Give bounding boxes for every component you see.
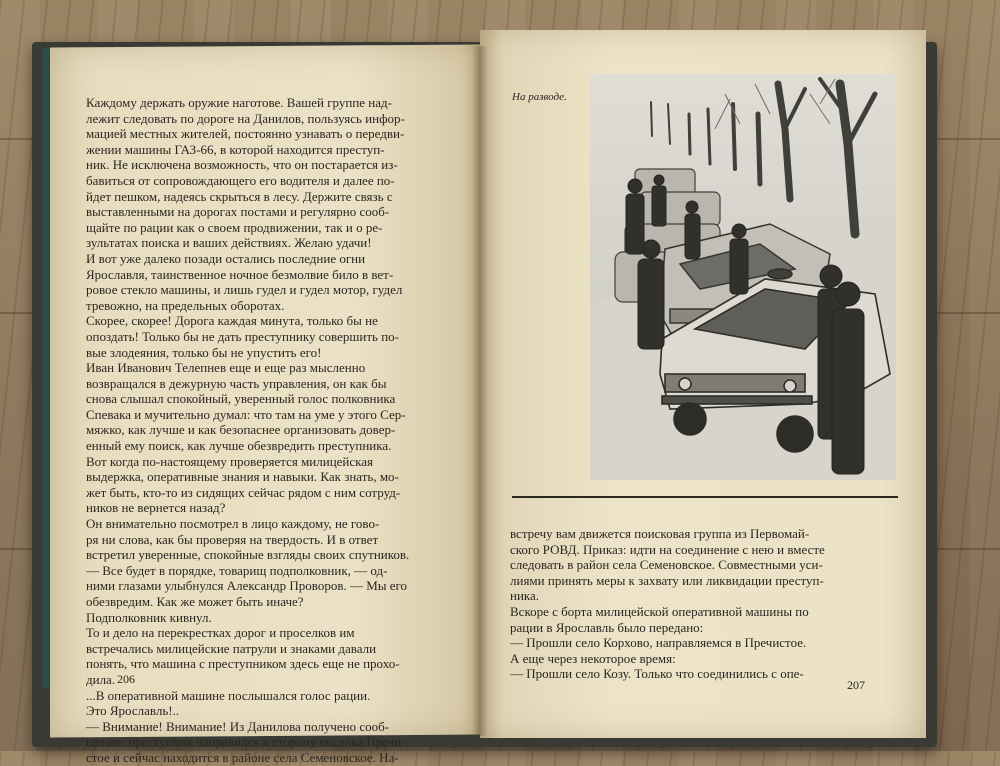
photo-caption: На разводе. [512, 91, 567, 103]
photo-bottom-rule [512, 496, 898, 498]
text-line: щение: преступник направился в сторону поселка Пречи- [86, 734, 406, 750]
text-line: Подполковник кивнул. [86, 609, 212, 625]
text-line: выставленными на дорогах постами и регулярно сооб- [86, 204, 390, 220]
text-line: обезвредим. Как же может быть иначе? [86, 594, 304, 609]
text-line: жении машины ГАЗ-66, в которой находится преступ- [86, 141, 385, 157]
text-line: мяжко, как лучше и как безопаснее организовать довер- [86, 422, 396, 438]
left-page-body-text [86, 95, 458, 766]
book-gutter [472, 46, 488, 736]
text-line: вые злодеяния, только бы не упустить его! [86, 344, 322, 360]
text-line: зультатах поиска и ваших действиях. Желаю удачи! [86, 235, 372, 251]
text-line: Ярославля, таинственное ночное безмолвие било в вет- [86, 266, 394, 282]
text-line: ...В оперативной машине послышался голос рации. [86, 687, 371, 703]
text-line: — Прошли село Козу. Только что соединились с опе- [510, 666, 804, 682]
right-page-body-text [510, 526, 870, 682]
text-line: Вскоре с борта милицейской оперативной машины по [510, 603, 809, 619]
text-line: енный ему поиск, как лучше обезвредить преступника. [86, 438, 392, 454]
text-line: И вот уже далеко позади остались последние огни [86, 250, 366, 266]
text-line: бавиться от сопровождающего его водителя и далее по- [86, 172, 395, 188]
text-line: рации в Ярославль было передано: [510, 619, 704, 635]
text-line: йдет пешком, надеясь скрыться в лесу. Держите связь с [86, 188, 393, 204]
text-line: ника. [510, 588, 540, 604]
text-line: ровое стекло машины, и лишь гудел и гудел мотор, гудел [86, 282, 403, 298]
right-page-number: 207 [847, 678, 865, 692]
photo-police-cars-at-briefing [590, 74, 896, 480]
text-line: щайте по рации как о своем продвижении, так и о ре- [86, 219, 383, 235]
text-line: опоздать! Только бы не дать преступнику совершить по- [86, 328, 399, 344]
text-line: лежит следовать по дороге на Данилов, пользуясь инфор- [86, 110, 405, 126]
text-line: лиями принять меры к захвату или ликвидации преступ- [510, 572, 824, 588]
photo-illustration [590, 74, 896, 480]
text-line: Он внимательно посмотрел в лицо каждому, не гово- [86, 516, 380, 532]
text-line: стое и сейчас находится в районе села Семеновское. На- [86, 749, 399, 765]
text-line: жет быть, кто-то из сидящих сейчас рядом с ним сотруд- [86, 484, 401, 500]
text-line: Вот когда по-настоящему проверяется милицейская [86, 453, 374, 469]
text-line: То и дело на перекрестках дорог и проселков им [86, 625, 355, 641]
text-line: дила. [86, 671, 116, 687]
text-line: А еще через некоторое время: [510, 650, 676, 666]
text-line: выдержка, оперативные знания и навыки. Как знать, мо- [86, 469, 399, 485]
text-line: ников не вернется назад? [86, 500, 226, 516]
text-line: ними глазами улыбнулся Александр Проворов. — Мы его [86, 578, 408, 594]
text-line: ского РОВД. Приказ: идти на соединение с нею и вместе [510, 541, 825, 557]
text-line: — Прошли село Корхово, направляемся в Пречистое. [510, 635, 807, 651]
text-line: Спевака и мучительно думал: что там на уме у этого Сер- [86, 406, 406, 422]
text-line: — Внимание! Внимание! Из Данилова получено сооб- [86, 718, 390, 734]
text-line: снова слышал спокойный, уверенный голос полковника [86, 391, 396, 407]
text-line: Скорее, скорее! Дорога каждая минута, только бы не [86, 313, 378, 329]
text-line: следовать в район села Семеновское. Совместными уси- [510, 557, 823, 573]
text-line: понять, что машина с преступником здесь еще не прохо- [86, 656, 400, 672]
text-line: мацией местных жителей, постоянно узнавать о передви- [86, 126, 405, 142]
text-line: возвращался в дежурную часть управления, он как бы [86, 375, 387, 391]
text-line: встречались милицейские патрули и знаками давали [86, 640, 377, 656]
text-line: встречу вам движется поисковая группа из Первомай- [510, 526, 810, 541]
text-line: ник. Не исключена возможность, что он постарается из- [86, 157, 398, 173]
text-line: встретил уверенные, спокойные взгляды своих спутников. [86, 547, 410, 563]
text-line: Каждому держать оружие наготове. Вашей группе над- [86, 95, 392, 110]
text-line: ря ни слова, как бы проверяя на твердость. И в ответ [86, 531, 379, 547]
text-line: Это Ярославль!.. [86, 703, 180, 719]
text-line: — Все будет в порядке, товарищ подполковник, — од- [86, 562, 388, 578]
text-line: тревожно, на предельных оборотах. [86, 297, 285, 313]
left-page-number: 206 [117, 672, 135, 686]
text-line: Иван Иванович Телепнев еще и еще раз мысленно [86, 360, 366, 376]
